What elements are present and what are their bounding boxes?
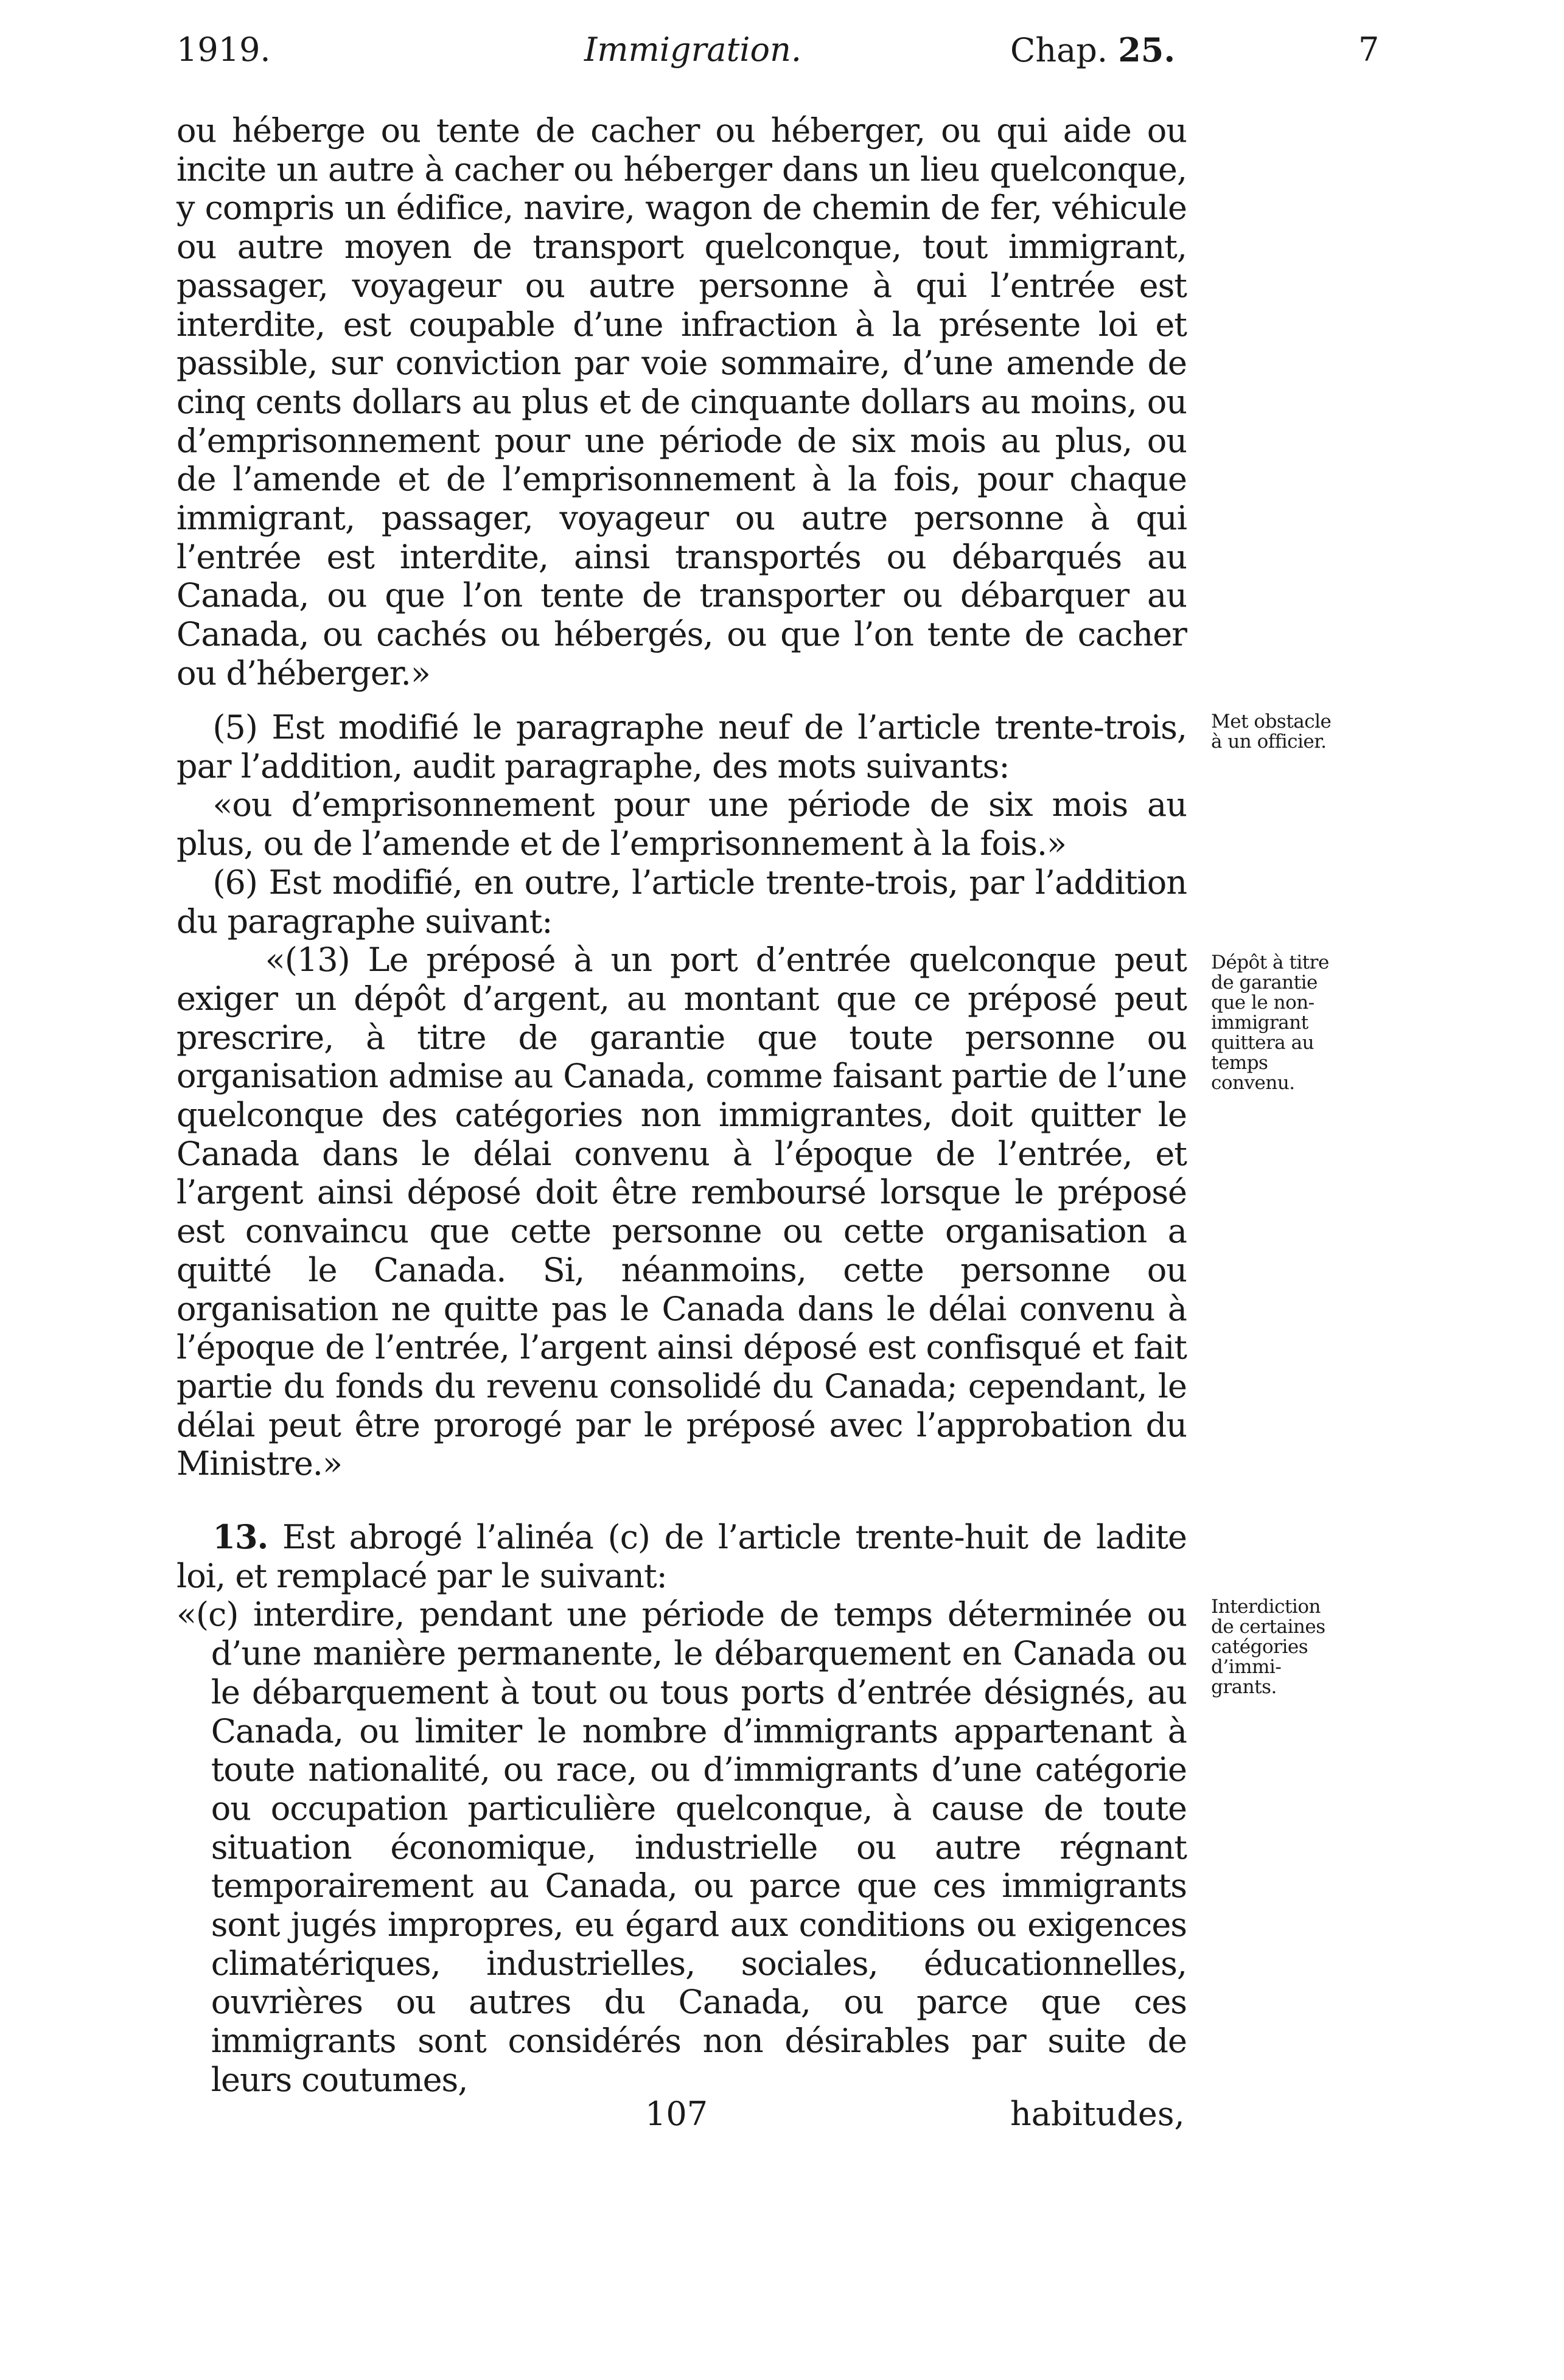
section-13-number: 13.	[212, 1517, 268, 1556]
header-page-number: 7	[1358, 30, 1380, 69]
margin-note-line: Interdiction	[1211, 1596, 1321, 1618]
paragraph-section-13	[176, 1518, 1187, 1595]
body-text-block-2	[176, 708, 1187, 1483]
body-text-block-1	[176, 111, 1187, 693]
header-year: 1919.	[176, 30, 271, 69]
margin-note-line: de garantie	[1211, 972, 1318, 993]
paragraph-clause-c: «(c) interdire, pendant une période de temps déterminée ou d’une manière permanente, le débarquement en Canada ou le débarquement à tout ou tous ports d’entrée désignés, au Canada, ou limiter le nombre d’immigrants appartenant à toute nationalité, ou race, ou d’immigrants d’une catégorie ou occupation particulière quelconque, à cause de toute situation économique, industrielle ou autre régnant temporairement au Canada, ou parce que ces immigrants sont jugés impropres, eu égard aux conditions ou exigences climatériques, industrielles, sociales, éducationnelles, ouvrières ou autres du Canada, ou parce que ces immigrants sont considérés non désirables par suite de leurs coutumes,	[176, 1595, 1187, 2099]
paragraph-subsection-5: (5) Est modifié le paragraphe neuf de l’article trente-trois, par l’addition, audit paragraphe, des mots suivants:	[176, 708, 1187, 785]
paragraph-continuation: ou héberge ou tente de cacher ou héberger, ou qui aide ou incite un autre à cacher ou héberger dans un lieu quelconque, y compris un édifice, navire, wagon de chemin de fer, véhicule ou autre moyen de transport quelconque, tout immigrant, passager, voyageur ou autre personne à qui l’entrée est interdite, est coupable d’une infraction à la présente loi et passible, sur conviction par voie sommaire, d’une amende de cinq cents dollars au plus et de cinquante dollars au moins, ou d’emprisonnement pour une période de six mois au plus, ou de l’amende et de l’emprisonnement à la fois, pour chaque immigrant, passager, voyageur ou autre personne à qui l’entrée est interdite, ainsi transportés ou débarqués au Canada, ou que l’on tente de transporter ou débarquer au Canada, ou cachés ou hébergés, ou que l’on tente de cacher ou d’héberger.»	[176, 111, 1187, 692]
margin-note-line: grants.	[1211, 1676, 1277, 1698]
body-text-block-3	[176, 1518, 1187, 2100]
margin-note-line: catégories	[1211, 1636, 1308, 1658]
running-header	[0, 30, 1564, 79]
header-chapter-label: Chap.	[1010, 31, 1108, 69]
sequence-number: 107	[645, 2095, 708, 2133]
paragraph-subsection-5-quote: «ou d’emprisonnement pour une période de six mois au plus, ou de l’amende et de l’emprisonnement à la fois.»	[176, 785, 1187, 863]
margin-note-line: Met obstacle	[1211, 711, 1332, 732]
margin-note-line: d’immi-	[1211, 1656, 1282, 1678]
header-chapter-number: 25.	[1118, 30, 1176, 69]
margin-note-line: quittera au	[1211, 1032, 1314, 1054]
margin-note-line: immigrant	[1211, 1012, 1308, 1034]
paragraph-subsection-6: (6) Est modifié, en outre, l’article trente-trois, par l’addition du paragraphe suivant:	[176, 863, 1187, 941]
margin-note-line: Dépôt à titre	[1211, 952, 1329, 973]
margin-note-line: convenu.	[1211, 1072, 1295, 1094]
margin-note-obstacle	[1211, 712, 1388, 752]
header-title: Immigration.	[584, 30, 802, 69]
margin-note-line: à un officier.	[1211, 731, 1327, 753]
paragraph-subsection-13: «(13) Le préposé à un port d’entrée quelconque peut exiger un dépôt d’argent, au montant que ce préposé peut prescrire, à titre de garantie que toute personne ou organisation admise au Canada, comme faisant partie de l’une quelconque des catégories non immigrantes, doit quitter le Canada dans le délai convenu à l’époque de l’entrée, et l’argent ainsi déposé doit être remboursé lorsque le préposé est convaincu que cette personne ou cette organisation a quitté le Canada. Si, néanmoins, cette personne ou organisation ne quitte pas le Canada dans le délai convenu à l’époque de l’entrée, l’argent ainsi déposé est confisqué et fait partie du fonds du revenu consolidé du Canada; cependant, le délai peut être prorogé par le préposé avec l’approbation du Ministre.»	[176, 941, 1187, 1483]
margin-note-deposit	[1211, 953, 1388, 1093]
margin-note-line: de certaines	[1211, 1616, 1325, 1638]
margin-note-line: que le non-	[1211, 992, 1314, 1014]
catchword: habitudes,	[1010, 2095, 1185, 2133]
margin-note-line: temps	[1211, 1052, 1268, 1074]
section-13-text: Est abrogé l’alinéa (c) de l’article trente-huit de ladite loi, et remplacé par le suivant:	[176, 1518, 1187, 1595]
header-chapter	[1010, 30, 1175, 69]
margin-note-prohibition	[1211, 1597, 1388, 1697]
